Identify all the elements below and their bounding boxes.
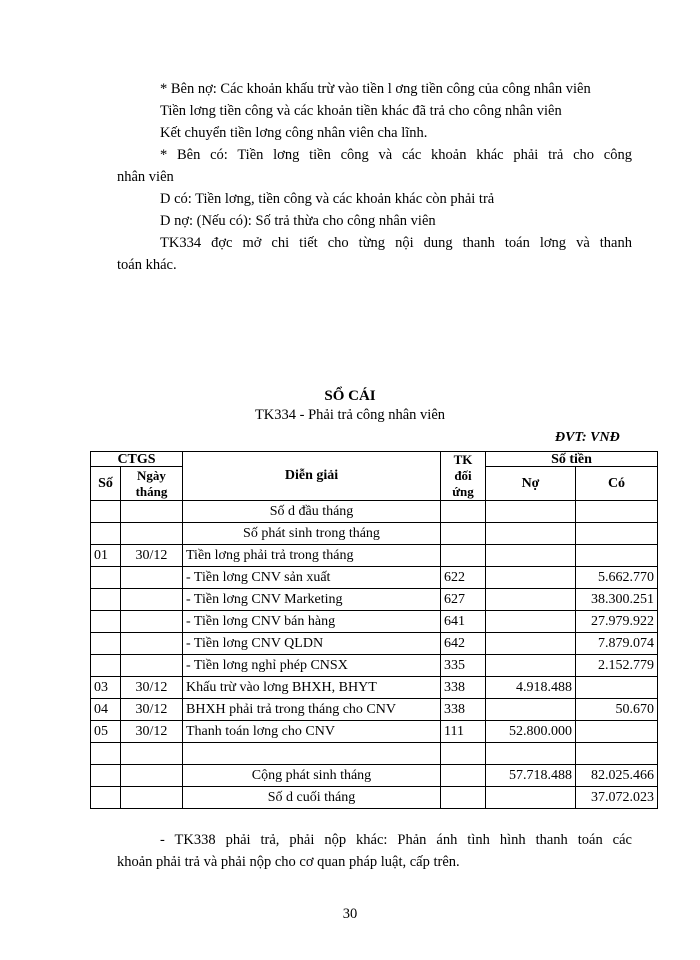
header-dien-giai: Diễn giải — [183, 452, 441, 501]
table-row: - Tiền lơng CNV bán hàng 641 27.979.922 — [91, 611, 658, 633]
ledger-table — [90, 451, 658, 809]
ledger-title: SỔ CÁI — [324, 388, 376, 404]
table-row — [91, 743, 658, 765]
intro-line-3: Kết chuyển tiền lơng công nhân viên cha lĩnh. — [160, 125, 428, 141]
header-tk: TK đối ứng — [441, 452, 486, 501]
intro-line-7: D nợ: (Nếu có): Số trả thừa cho công nhân viên — [160, 213, 436, 229]
intro-line-8: TK334 đợc mở chi tiết cho từng nội dung thanh toán lơng và thanh — [160, 235, 632, 251]
closing-credit: 37.072.023 — [576, 787, 658, 809]
row-closing-balance: Số d cuối tháng — [183, 787, 441, 809]
intro-line-4: * Bên có: Tiền lơng tiền công và các khoản khác phải trả cho công — [160, 147, 632, 163]
row-total-arising: Cộng phát sinh tháng — [183, 765, 441, 787]
intro-line-2: Tiền lơng tiền công và các khoản tiền khác đã trả cho công nhân viên — [160, 103, 562, 119]
table-row — [91, 765, 658, 787]
table-row: 05 30/12 Thanh toán lơng cho CNV 111 52.800.000 — [91, 721, 658, 743]
intro-line-9: toán khác. — [117, 257, 177, 273]
footer-line-1: - TK338 phải trả, phải nộp khác: Phản ánh tình hình thanh toán các — [160, 832, 632, 848]
row-opening-balance: Số d đầu tháng — [183, 501, 441, 523]
header-so: Số — [91, 467, 121, 501]
table-row: - Tiền lơng CNV Marketing 627 38.300.251 — [91, 589, 658, 611]
table-row — [91, 523, 658, 545]
table-row: 04 30/12 BHXH phải trả trong tháng cho CNV 338 50.670 — [91, 699, 658, 721]
row-arising-heading: Số phát sinh trong tháng — [183, 523, 441, 545]
header-ctgs: CTGS — [91, 452, 183, 467]
footer-line-2: khoản phải trả và phải nộp cho cơ quan pháp luật, cấp trên. — [117, 854, 460, 870]
header-co: Có — [576, 467, 658, 501]
page-number: 30 — [342, 906, 358, 922]
table-row: - Tiền lơng CNV sản xuất 622 5.662.770 — [91, 567, 658, 589]
ledger-unit: ĐVT: VNĐ — [555, 430, 620, 445]
header-ngay-thang: Ngày tháng — [121, 467, 183, 501]
table-row: 01 30/12 Tiền lơng phải trả trong tháng — [91, 545, 658, 567]
total-debit: 57.718.488 — [486, 765, 576, 787]
intro-line-5: nhân viên — [117, 169, 174, 185]
intro-line-6: D có: Tiền lơng, tiền công và các khoản khác còn phải trả — [160, 191, 495, 207]
table-row — [91, 787, 658, 809]
header-so-tien: Số tiền — [486, 452, 658, 467]
ledger-subtitle: TK334 - Phải trả công nhân viên — [254, 407, 446, 423]
total-credit: 82.025.466 — [576, 765, 658, 787]
table-row: 03 30/12 Khấu trừ vào lơng BHXH, BHYT 338 4.918.488 — [91, 677, 658, 699]
header-no: Nợ — [486, 467, 576, 501]
table-row: - Tiền lơng CNV QLDN 642 7.879.074 — [91, 633, 658, 655]
table-row — [91, 501, 658, 523]
intro-line-1: * Bên nợ: Các khoản khấu trừ vào tiền l ơng tiền công của công nhân viên — [160, 81, 591, 97]
table-row: - Tiền lơng nghỉ phép CNSX 335 2.152.779 — [91, 655, 658, 677]
